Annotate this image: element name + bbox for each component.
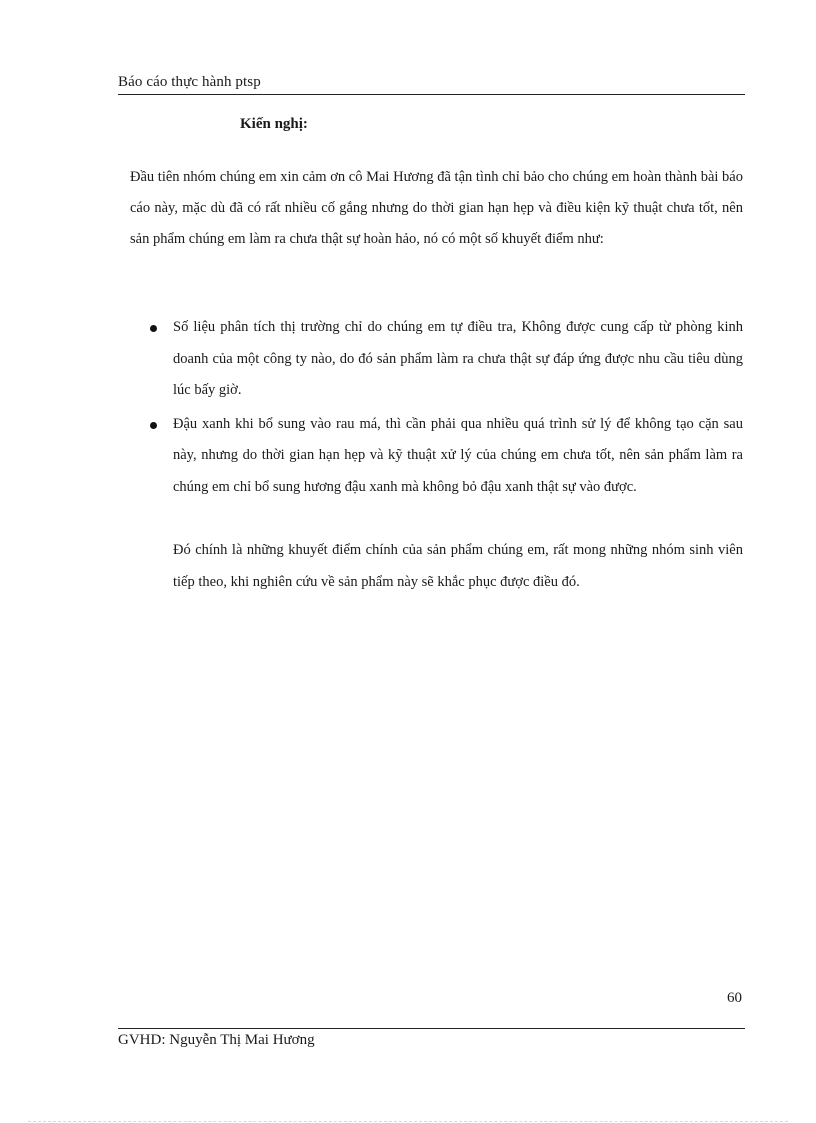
list-item bbox=[130, 312, 743, 407]
shortcomings-list bbox=[130, 312, 743, 505]
list-item-text: Đậu xanh khi bổ sung vào rau má, thì cần phải qua nhiều quá trình sử lý để không tạo cặn sau này, nhưng do thời gian hạn hẹp và kỹ thuật xử lý của chúng em chưa tốt, nên sản phẩm làm ra chúng em chỉ bổ sung hương đậu xanh mà không bỏ đậu xanh thật sự vào được. bbox=[173, 415, 743, 495]
closing-paragraph: Đó chính là những khuyết điểm chính của sản phẩm chúng em, rất mong những nhóm sinh viên tiếp theo, khi nghiên cứu về sản phẩm này sẽ khắc phục được điều đó. bbox=[173, 542, 743, 590]
list-item bbox=[130, 409, 743, 504]
footer-instructor: GVHD: Nguyễn Thị Mai Hương bbox=[118, 1032, 315, 1048]
page-bottom-edge bbox=[28, 1121, 788, 1122]
section-heading: Kiến nghị: bbox=[240, 116, 308, 132]
page-number: 60 bbox=[727, 990, 742, 1006]
bullet-icon bbox=[150, 325, 157, 332]
footer-divider bbox=[118, 1028, 745, 1029]
page-header-title: Báo cáo thực hành ptsp bbox=[118, 74, 261, 90]
list-item-text: Số liệu phân tích thị trường chỉ do chúng em tự điều tra, Không được cung cấp từ phòng kinh doanh của một công ty nào, do đó sản phẩm làm ra chưa thật sự đáp ứng được nhu cầu tiêu dùng lúc bấy giờ. bbox=[173, 319, 743, 398]
bullet-icon bbox=[150, 422, 157, 429]
header-divider bbox=[118, 94, 745, 95]
intro-paragraph: Đầu tiên nhóm chúng em xin cảm ơn cô Mai Hương đã tận tình chỉ bảo cho chúng em hoàn thành bài báo cáo này, mặc dù đã có rất nhiều cố gắng nhưng do thời gian hạn hẹp và điều kiện kỹ thuật chưa tốt, nên sản phẩm chúng em làm ra chưa thật sự hoàn hảo, nó có một số khuyết điểm như: bbox=[130, 169, 743, 247]
